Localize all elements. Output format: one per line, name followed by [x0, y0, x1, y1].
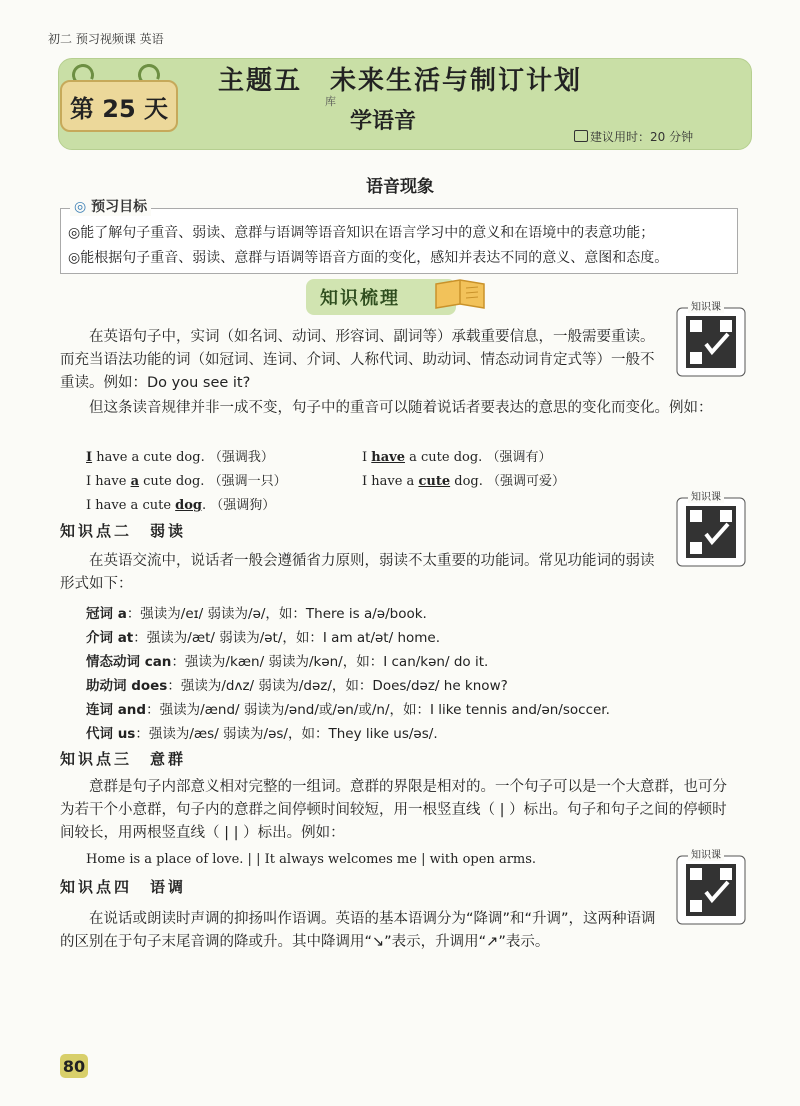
stress-example: I have a cute dog. （强调可爱） — [362, 474, 566, 489]
theme-title: 主题五 未来生活与制订计划 — [217, 66, 582, 96]
section-title: 语音现象 — [366, 177, 434, 197]
kp2-intro: 在英语交流中，说话者一般会遵循省力原则，弱读不太重要的功能词。常见功能词的弱读形式如下： — [60, 553, 655, 592]
stress-example: I have a cute dog. （强调有） — [362, 450, 552, 465]
weak-form-item: 介词 at：强读为/æt/ 弱读为/ət/，如：I am at/ət/ home. — [86, 630, 441, 646]
book-icon — [432, 276, 488, 312]
time-note: 建议用时：20 分钟 — [590, 130, 694, 144]
kp2-title: 知识点二 弱读 — [60, 522, 187, 540]
goals-title — [70, 196, 151, 216]
goal-line: ◎能了解句子重音、弱读、意群与语调等语音知识在语言学习中的意义和在语境中的表意功能； — [68, 225, 655, 241]
kp4-para: 在说话或朗读时声调的抑扬叫作语调。英语的基本语调分为“降调”和“升调”，这两种语调的区别在于句子末尾音调的降或升。其中降调用“↘”表示，升调用“↗”表示。 — [60, 911, 656, 950]
ku-mark: 库 — [325, 95, 336, 108]
weak-form-item: 助动词 does：强读为/dʌz/ 弱读为/dəz/，如：Does/dəz/ he know? — [86, 678, 508, 694]
kp1-para2: 但这条读音规律并非一成不变，句子中的重音可以随着说话者要表达的意思的变化而变化。例如： — [89, 400, 713, 416]
weak-form-item: 代词 us：强读为/æs/ 弱读为/əs/，如：They like us/əs/. — [86, 726, 438, 742]
series-header: 初二 预习视频课 英语 — [48, 32, 164, 46]
goal-text: 能了解句子重音、弱读、意群与语调等语音知识在语言学习中的意义和在语境中的表意功能； — [80, 225, 655, 241]
qr-label: 知识课 — [688, 298, 724, 313]
weak-form-item: 冠词 a：强读为/eɪ/ 弱读为/ə/，如：There is a/ə/book. — [86, 606, 427, 622]
qr-label: 知识课 — [688, 846, 724, 861]
weak-form-item: 情态动词 can：强读为/kæn/ 弱读为/kən/，如：I can/kən/ do it. — [86, 654, 489, 670]
kp1-para1: 在英语句子中，实词（如名词、动词、形容词、副词等）承载重要信息，一般需要重读。而充当语法功能的词（如冠词、连词、介词、人称代词、助动词、情态动词肯定式等）一般不重读。例如：Do you see it? — [60, 329, 655, 391]
page-number: 80 — [60, 1054, 88, 1078]
goals-title-text: 预习目标 — [91, 199, 148, 215]
lesson-subtitle: 学语音 — [350, 109, 417, 134]
target-icon: ◎ — [74, 199, 87, 215]
stress-example: I have a cute dog. （强调我） — [86, 450, 274, 465]
stress-example: I have a cute dog. （强调狗） — [86, 498, 276, 513]
goal-text: 能根据句子重音、弱读、意群与语调等语音方面的变化，感知并表达不同的意义、意图和态度。 — [80, 250, 669, 266]
knowledge-tab: 知识梳理 — [306, 279, 456, 315]
stress-example: I have a cute dog. （强调一只） — [86, 474, 287, 489]
goal-line: ◎能根据句子重音、弱读、意群与语调等语音方面的变化，感知并表达不同的意义、意图和态度。 — [68, 250, 669, 266]
day-badge: 第 25 天 — [60, 80, 178, 132]
timer-icon — [574, 130, 588, 142]
kp3-title: 知识点三 意群 — [60, 750, 187, 768]
pause-example: Home is a place of love. | | It always welcomes me | with open arms. — [86, 852, 537, 867]
qr-label: 知识课 — [688, 488, 724, 503]
weak-form-item: 连词 and：强读为/ænd/ 弱读为/ənd/或/ən/或/n/，如：I like tennis and/ən/soccer. — [86, 702, 610, 718]
kp3-para: 意群是句子内部意义相对完整的一组词。意群的界限是相对的。一个句子可以是一个大意群，也可分为若干个小意群，句子内的意群之间停顿时间较短，用一根竖直线（ | ）标出。句子和句子之间的停顿时间较长，用两根竖直线（ | | ）标出。例如： — [60, 779, 727, 841]
kp4-title: 知识点四 语调 — [60, 878, 187, 896]
